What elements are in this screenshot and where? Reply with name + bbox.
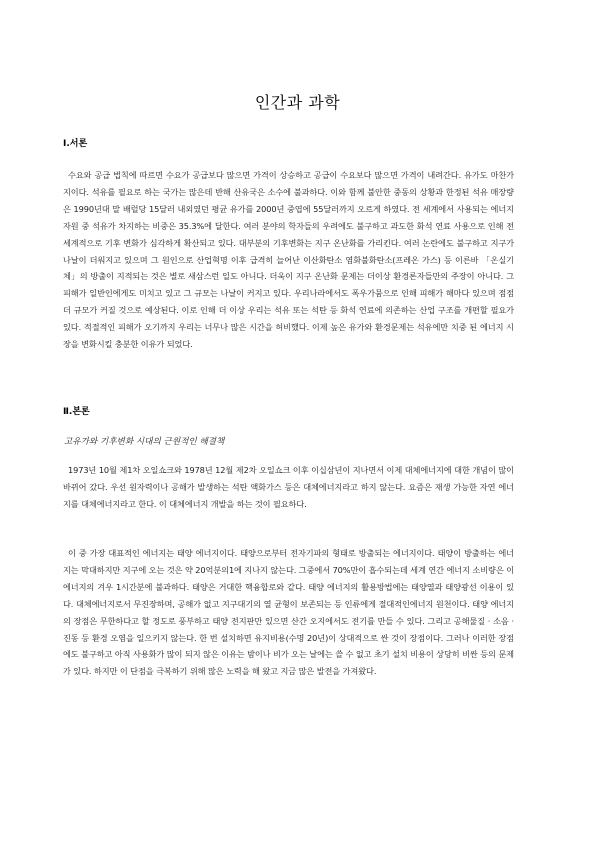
document-title: 인간과 과학 [254, 93, 341, 112]
intro-paragraph: 수요와 공급 법칙에 따르면 수요가 공급보다 많으면 가격이 상승하고 공급이 수요보다 많으면 가격이 내려간다. 유가도 마찬가지이다. 석유를 필요로 하는 국가는 많은데 반해 산유국은 소수에 불과하다. 이와 함께 불안한 중동의 상황과 한정된 석유 매장량은 1990년대 말 배럴당 15달러 내외였던 평균 유가를 2000년 중엽에 55달러까지 오르게 하였다. 전 세계에서 사용되는 에너지 자원 중 석유가 차지하는 비중은 35.3%에 달한다. 여러 분야의 학자들의 우려에도 불구하고 과도한 화석 연료 사용으로 인해 전 세계적으로 기후 변화가 심각하게 확산되고 있다. 대부분의 기후변화는 지구 온난화를 가리킨다. 여러 논란에도 불구하고 지구가 나날이 더워지고 있으며 그 원인으로 산업혁명 이후 급격히 늘어난 이산화탄소 염화불화탄소(프레온 가스) 등 이른바 「온실기체」의 방출이 지적되는 것은 별로 새삼스런 일도 아니다. 더욱이 지구 온난화 문제는 더이상 환경론자들만의 주장이 아니다. 그 피해가 일반인에게도 미치고 있고 그 규모는 나날이 커지고 있다. 우리나라에서도 폭우가뭄으로 인해 피해가 해마다 있으며 점점 더 규모가 커질 것으로 예상된다. 이로 인해 더 이상 우리는 석유 또는 석탄 등 화석 연료에 의존하는 산업 구조를 개편할 필요가 있다. 적절적인 피해가 오기까지 우리는 너무나 많은 시간을 허비했다. 이제 높은 유가와 환경문제는 석유에만 치중 된 에너지 시장을 변화시킬 충분한 이유가 되었다. [63, 170, 514, 350]
section-heading-intro: Ⅰ.서론 [63, 139, 88, 149]
section-heading-body: Ⅱ.본론 [63, 407, 90, 417]
section-subheading: 고유가와 기후변화 시대의 근원적인 해결책 [64, 437, 225, 447]
body-paragraph-1: 1973년 10월 제1차 오일쇼크와 1978년 12월 제2차 오일쇼크 이후 이십삼년이 지나면서 이제 대체에너지에 대한 개념이 많이 바뀌어 갔다. 우선 원자력이나 공해가 발생하는 석탄 액화가스 등은 대체에너지라고 하지 않는다. 요즘은 재생 가능한 자연 에너지를 대체에너지라고 한다. 이 대체에너지 개발을 하는 것이 필요하다. [63, 465, 514, 509]
body-paragraph-2: 이 중 가장 대표적인 에너지는 태양 에너지이다. 태양으로부터 전자기파의 형태로 방출되는 에너지이다. 태양이 방출하는 에너지는 막대하지만 지구에 오는 것은 약 20억분의1에 지나지 않는다. 그중에서 70%만이 흡수되는데 세계 연간 에너지 소비량은 이 에너지의 겨우 1시간분에 불과하다. 태양은 거대한 핵융합로와 같다. 태양 에너지의 활용방법에는 태양열과 태양광선 이용이 있다. 대체에너지로서 무진장하며, 공해가 없고 지구대기의 열 균형이 보존되는 등 인류에게 절대적인에너지 원천이다. 태양 에너지의 장점은 무한하다고 할 정도로 풍부하고 태양 전지판만 있으면 산간 오지에서도 전기를 만들 수 있다. 그리고 공해물질 · 소음 · 진동 등 환경 오염을 일으키지 않는다. 한 번 설치하면 유지비용(수명 20년)이 상대적으로 싼 것이 장점이다. 그러나 이러한 장점에도 불구하고 아직 사용화가 많이 되지 않은 이유는 밤이나 비가 오는 날에는 쓸 수 없고 초기 설치 비용이 상당히 비싼 등의 문제가 있다. 하지만 이 단점을 극복하기 위해 많은 노력을 해 왔고 지금 많은 발전을 가져왔다. [63, 548, 514, 677]
